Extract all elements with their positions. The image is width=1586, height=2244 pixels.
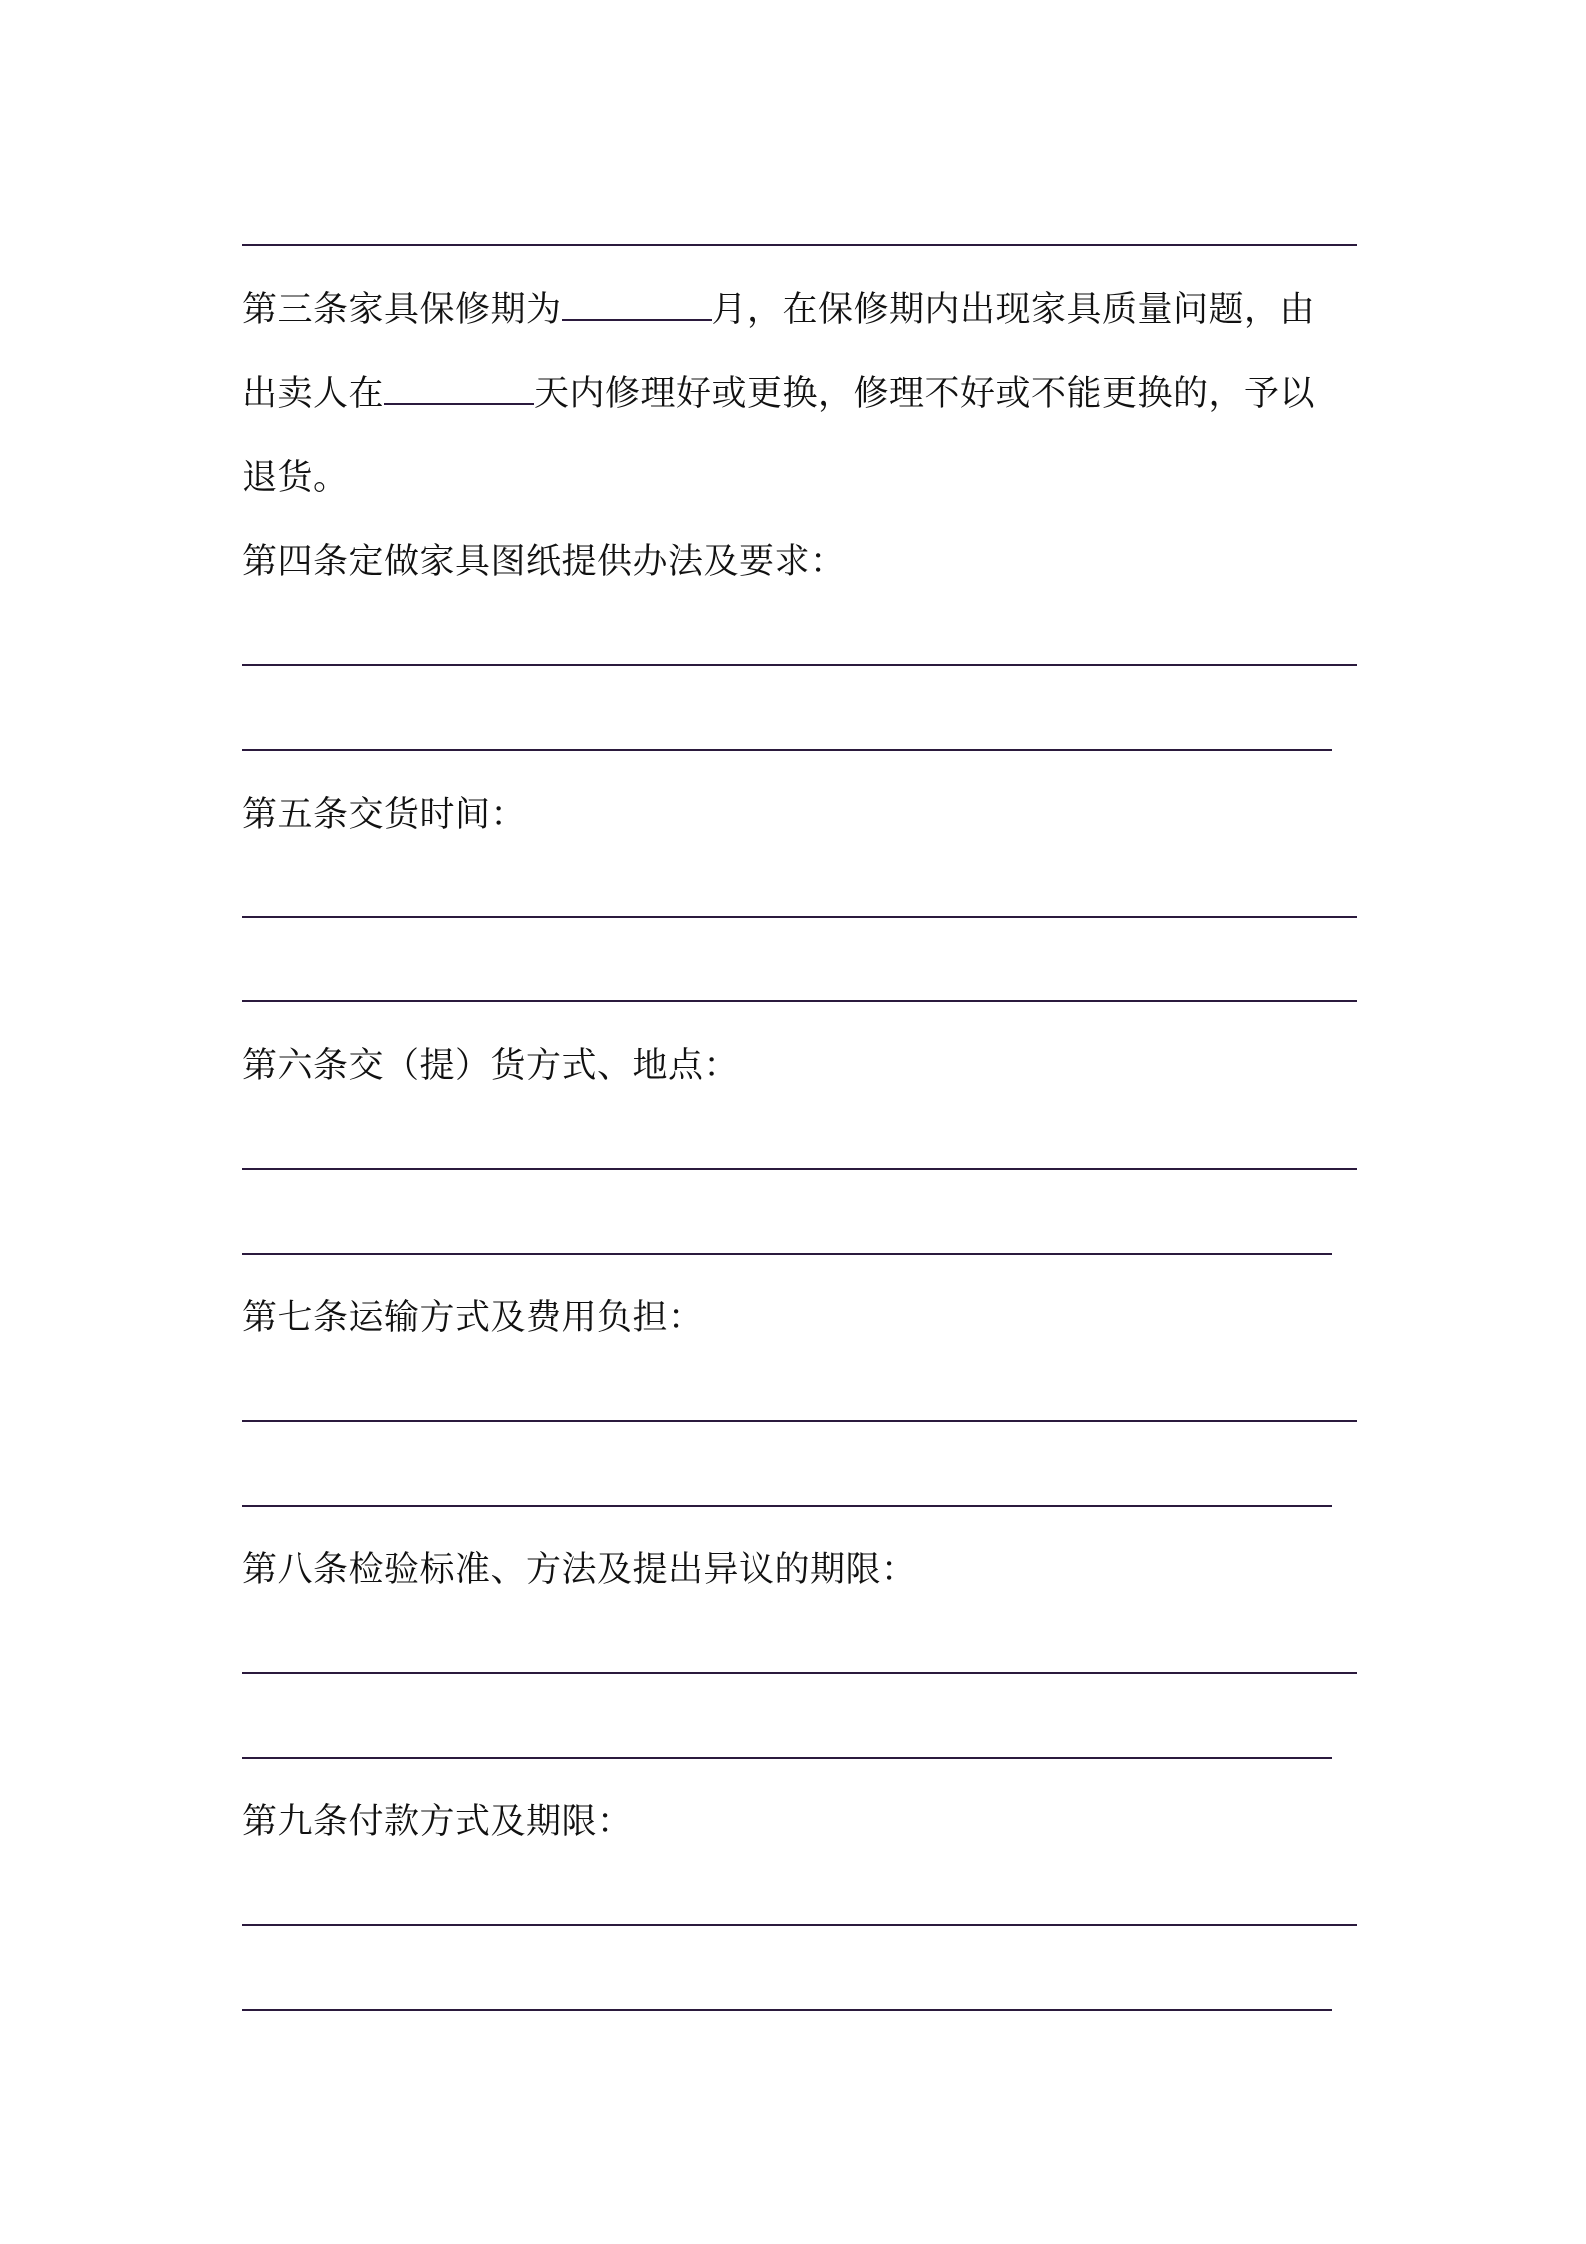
fill-in-line [242, 1000, 1357, 1002]
article-3-text: 天内修理好或更换，修理不好或不能更换的，予以 [534, 374, 1316, 414]
article-8-title: 第八条检验标准、方法及提出异议的期限： [242, 1550, 917, 1590]
article-3-text: 出卖人在 [242, 374, 385, 414]
article-3-text: 第三条家具保修期为 [242, 290, 562, 330]
article-4-title: 第四条定做家具图纸提供办法及要求： [242, 542, 846, 582]
article-7-title: 第七条运输方式及费用负担： [242, 1298, 704, 1338]
fill-in-line [242, 664, 1357, 666]
article-6-title: 第六条交（提）货方式、地点： [242, 1046, 740, 1086]
article-9-title: 第九条付款方式及期限： [242, 1802, 633, 1842]
article-5-title: 第五条交货时间： [242, 795, 527, 835]
article-3-line-2 [242, 372, 1315, 416]
fill-in-line [242, 1505, 1332, 1507]
fill-in-line [242, 1253, 1332, 1255]
fill-in-line [242, 1757, 1332, 1759]
article-3-text: 月，在保修期内出现家具质量问题，由 [711, 290, 1316, 330]
fill-in-line [242, 2009, 1332, 2011]
repair-days-blank[interactable] [384, 373, 534, 405]
fill-in-line [242, 244, 1357, 246]
warranty-months-blank[interactable] [562, 289, 712, 321]
fill-in-line [242, 1924, 1357, 1926]
article-3-text: 退货。 [242, 458, 349, 498]
article-3-line-1 [242, 288, 1315, 332]
fill-in-line [242, 1672, 1357, 1674]
fill-in-line [242, 1168, 1357, 1170]
article-3-line-3 [242, 456, 349, 500]
fill-in-line [242, 1420, 1357, 1422]
fill-in-line [242, 916, 1357, 918]
fill-in-line [242, 749, 1332, 751]
